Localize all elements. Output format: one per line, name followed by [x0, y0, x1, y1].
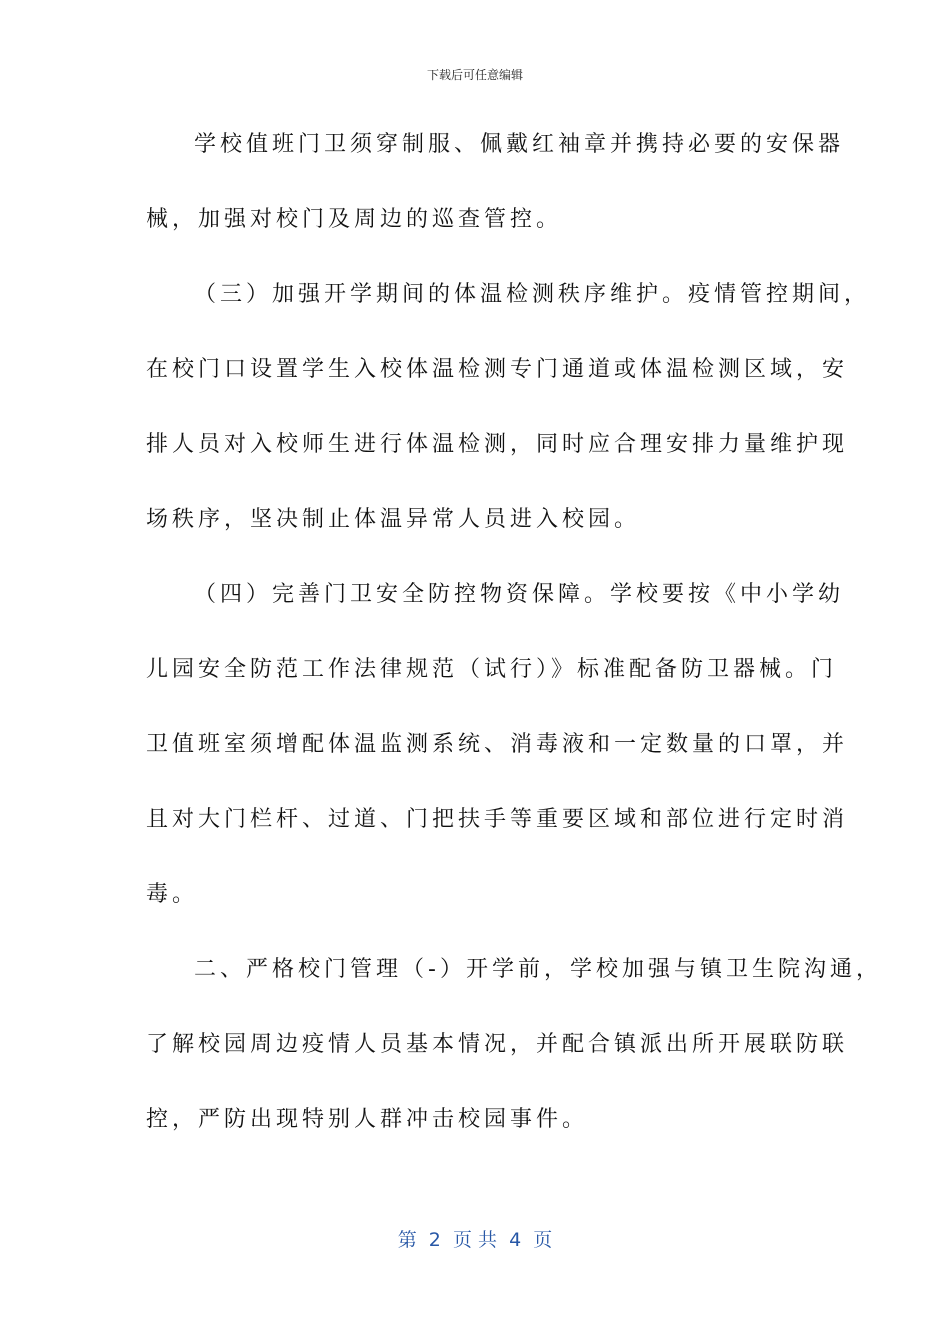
page-header: 下载后可任意编辑: [426, 68, 523, 82]
text-line: 且对大门栏杆、过道、门把扶手等重要区域和部位进行定时消: [146, 807, 849, 832]
text-line: 控，严防出现特别人群冲击校园事件。: [146, 1107, 589, 1132]
text-line: 学校值班门卫须穿制服、佩戴红袖章并携持必要的安保器: [194, 132, 845, 157]
text-line: 在校门口设置学生入校体温检测专门通道或体温检测区域，安: [146, 357, 849, 382]
text-line: 了解校园周边疫情人员基本情况，并配合镇派出所开展联防联: [146, 1032, 849, 1057]
text-line: 毒。: [146, 882, 199, 907]
page-number: 第 2 页 共 4 页: [397, 1229, 553, 1251]
text-line: 卫值班室须增配体温监测系统、消毒液和一定数量的口罩，并: [146, 732, 849, 757]
text-line: 儿园安全防范工作法律规范（试行）》标准配备防卫器械。门: [146, 657, 838, 682]
text-line: （四）完善门卫安全防控物资保障。学校要按《中小学幼: [194, 582, 845, 607]
text-line: （三）加强开学期间的体温检测秩序维护。疫情管控期间，: [194, 282, 871, 307]
text-line: 二、严格校门管理（-）开学前，学校加强与镇卫生院沟通，: [194, 957, 882, 982]
text-line: 械，加强对校门及周边的巡查管控。: [146, 207, 563, 232]
text-line: 排人员对入校师生进行体温检测，同时应合理安排力量维护现: [146, 432, 849, 457]
text-line: 场秩序，坚决制止体温异常人员进入校园。: [146, 507, 641, 532]
